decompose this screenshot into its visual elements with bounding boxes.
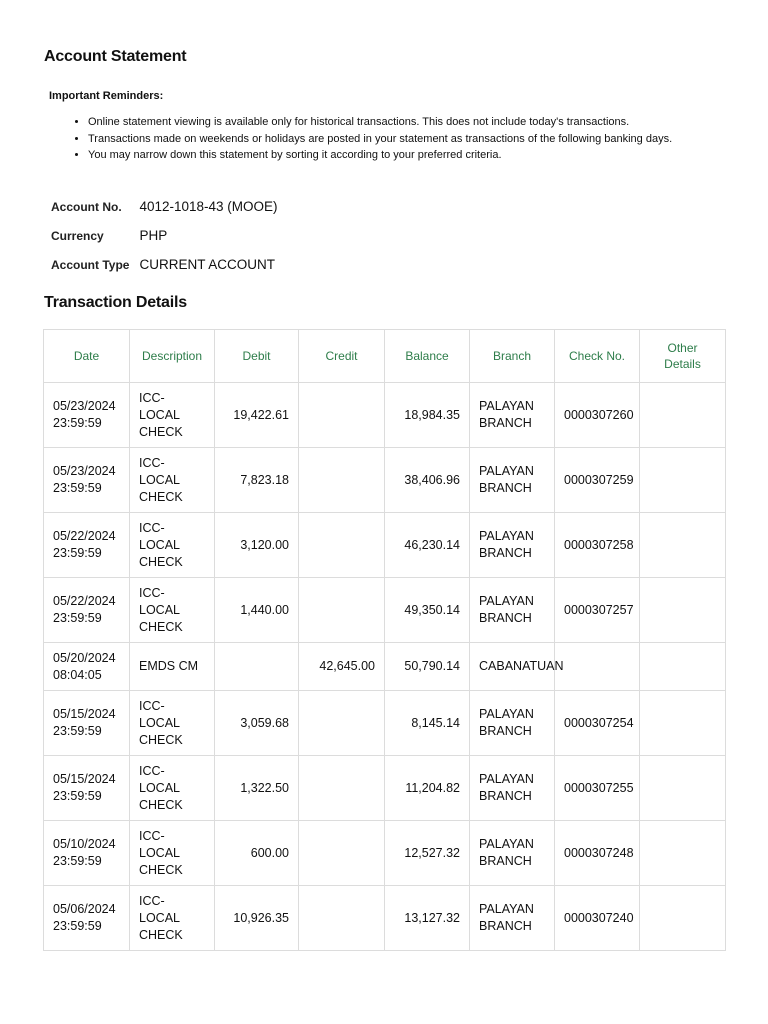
column-header-check-no[interactable]: Check No.	[555, 330, 640, 383]
cell-description-line: ICC-	[139, 828, 165, 843]
cell-debit: 600.00	[215, 821, 299, 886]
cell-branch-line: PALAYAN	[479, 772, 534, 786]
cell-credit	[299, 756, 385, 821]
cell-date-time: 23:59:59	[53, 416, 102, 430]
cell-description-line: LOCAL	[139, 845, 180, 860]
cell-branch	[470, 691, 555, 756]
table-row	[44, 821, 726, 886]
table-row	[44, 448, 726, 513]
cell-date	[44, 578, 130, 643]
cell-branch	[470, 756, 555, 821]
cell-date	[44, 691, 130, 756]
cell-date	[44, 448, 130, 513]
cell-description	[130, 383, 215, 448]
cell-date-time: 23:59:59	[53, 481, 102, 495]
cell-branch	[470, 383, 555, 448]
cell-description-line: LOCAL	[139, 537, 180, 552]
cell-check-no: 0000307254	[555, 691, 640, 756]
cell-branch-line: PALAYAN	[479, 837, 534, 851]
cell-balance: 13,127.32	[385, 886, 470, 951]
cell-check-no: 0000307255	[555, 756, 640, 821]
table-row	[44, 691, 726, 756]
cell-description-line: CHECK	[139, 797, 183, 812]
cell-balance: 38,406.96	[385, 448, 470, 513]
cell-date	[44, 756, 130, 821]
cell-description-line: LOCAL	[139, 910, 180, 925]
cell-check-no: 0000307248	[555, 821, 640, 886]
reminder-item: • You may narrow down this statement by sorting it according to your preferred criteria.	[88, 147, 672, 164]
transactions-table	[43, 329, 726, 951]
table-row	[44, 578, 726, 643]
cell-other-details	[640, 821, 726, 886]
cell-branch-line: BRANCH	[479, 416, 532, 430]
other-details-line: Details	[664, 357, 701, 371]
cell-branch-line: BRANCH	[479, 854, 532, 868]
cell-balance: 11,204.82	[385, 756, 470, 821]
cell-credit	[299, 578, 385, 643]
cell-other-details	[640, 691, 726, 756]
cell-description-line: LOCAL	[139, 472, 180, 487]
cell-description-line: CHECK	[139, 927, 183, 942]
reminder-item: • Online statement viewing is available only for historical transactions. This does not include today's transactions.	[88, 114, 672, 131]
cell-description-line: ICC-	[139, 520, 165, 535]
cell-balance: 50,790.14	[385, 643, 470, 691]
cell-other-details	[640, 756, 726, 821]
cell-debit: 3,059.68	[215, 691, 299, 756]
cell-branch-line: PALAYAN	[479, 464, 534, 478]
cell-description-line: LOCAL	[139, 407, 180, 422]
column-header-credit[interactable]: Credit	[299, 330, 385, 383]
reminders-heading: Important Reminders:	[49, 90, 164, 102]
cell-branch-line: PALAYAN	[479, 707, 534, 721]
cell-date-time: 23:59:59	[53, 854, 102, 868]
cell-other-details	[640, 383, 726, 448]
column-header-date[interactable]: Date	[44, 330, 130, 383]
cell-check-no: 0000307258	[555, 513, 640, 578]
cell-description	[130, 643, 215, 691]
cell-other-details	[640, 448, 726, 513]
account-info	[46, 192, 283, 279]
currency-label: Currency	[51, 228, 104, 243]
cell-description	[130, 578, 215, 643]
cell-branch	[470, 578, 555, 643]
cell-description-line: CHECK	[139, 732, 183, 747]
cell-date-time: 23:59:59	[53, 919, 102, 933]
cell-debit: 7,823.18	[215, 448, 299, 513]
column-header-branch[interactable]: Branch	[470, 330, 555, 383]
cell-credit: 42,645.00	[299, 643, 385, 691]
cell-date	[44, 643, 130, 691]
cell-branch	[470, 886, 555, 951]
account-number-label: Account No.	[51, 199, 122, 214]
cell-description-line: EMDS CM	[139, 659, 199, 673]
transactions-body	[44, 383, 726, 951]
other-details-line: Other	[667, 341, 698, 355]
cell-branch-line: BRANCH	[479, 789, 532, 803]
cell-balance: 46,230.14	[385, 513, 470, 578]
cell-branch-line: CABANATUAN	[479, 659, 564, 673]
cell-description	[130, 821, 215, 886]
column-header-balance[interactable]: Balance	[385, 330, 470, 383]
cell-description-line: ICC-	[139, 455, 165, 470]
cell-branch-line: BRANCH	[479, 919, 532, 933]
cell-date-day: 05/23/2024	[53, 464, 116, 478]
cell-date-day: 05/10/2024	[53, 837, 116, 851]
cell-debit: 3,120.00	[215, 513, 299, 578]
account-type-label: Account Type	[51, 257, 130, 272]
cell-branch	[470, 821, 555, 886]
reminder-item: • Transactions made on weekends or holidays are posted in your statement as transactions of the following banking days.	[88, 131, 672, 148]
cell-date-time: 23:59:59	[53, 724, 102, 738]
cell-description	[130, 691, 215, 756]
cell-date-day: 05/22/2024	[53, 529, 116, 543]
cell-description-line: ICC-	[139, 585, 165, 600]
cell-other-details	[640, 886, 726, 951]
cell-date-day: 05/15/2024	[53, 707, 116, 721]
cell-description-line: LOCAL	[139, 602, 180, 617]
cell-branch-line: BRANCH	[479, 481, 532, 495]
cell-branch-line: BRANCH	[479, 611, 532, 625]
cell-check-no: 0000307240	[555, 886, 640, 951]
cell-description-line: CHECK	[139, 619, 183, 634]
cell-debit: 10,926.35	[215, 886, 299, 951]
cell-date-time: 23:59:59	[53, 611, 102, 625]
cell-branch-line: PALAYAN	[479, 529, 534, 543]
cell-description	[130, 886, 215, 951]
cell-description	[130, 756, 215, 821]
cell-credit	[299, 513, 385, 578]
cell-balance: 18,984.35	[385, 383, 470, 448]
cell-description-line: ICC-	[139, 390, 165, 405]
cell-balance: 49,350.14	[385, 578, 470, 643]
cell-credit	[299, 383, 385, 448]
table-row	[44, 886, 726, 951]
cell-balance: 8,145.14	[385, 691, 470, 756]
column-header-other-details[interactable]	[640, 330, 726, 383]
cell-check-no: 0000307260	[555, 383, 640, 448]
column-header-description[interactable]: Description	[130, 330, 215, 383]
table-row	[44, 756, 726, 821]
cell-description	[130, 448, 215, 513]
cell-branch-line: PALAYAN	[479, 902, 534, 916]
cell-description-line: ICC-	[139, 893, 165, 908]
table-row	[44, 513, 726, 578]
cell-description-line: LOCAL	[139, 780, 180, 795]
account-type-value: CURRENT ACCOUNT	[139, 257, 275, 272]
cell-date-day: 05/23/2024	[53, 399, 116, 413]
cell-date-time: 23:59:59	[53, 789, 102, 803]
cell-branch	[470, 513, 555, 578]
cell-description-line: ICC-	[139, 698, 165, 713]
cell-branch-line: BRANCH	[479, 546, 532, 560]
cell-description-line: ICC-	[139, 763, 165, 778]
cell-date-day: 05/20/2024	[53, 650, 116, 665]
cell-date-time: 23:59:59	[53, 546, 102, 560]
cell-check-no: 0000307259	[555, 448, 640, 513]
cell-branch	[470, 643, 564, 691]
cell-debit	[215, 643, 299, 691]
cell-check-no	[555, 643, 640, 691]
page-title: Account Statement	[44, 48, 187, 65]
table-row	[44, 643, 726, 691]
cell-credit	[299, 448, 385, 513]
cell-branch-line: PALAYAN	[479, 594, 534, 608]
cell-other-details	[640, 643, 726, 691]
cell-credit	[299, 886, 385, 951]
cell-date	[44, 383, 130, 448]
cell-debit: 19,422.61	[215, 383, 299, 448]
cell-branch-line: BRANCH	[479, 724, 532, 738]
cell-credit	[299, 691, 385, 756]
cell-description-line: CHECK	[139, 489, 183, 504]
cell-date-day: 05/15/2024	[53, 772, 116, 786]
table-row	[44, 383, 726, 448]
cell-description-line: CHECK	[139, 554, 183, 569]
cell-branch	[470, 448, 555, 513]
cell-debit: 1,322.50	[215, 756, 299, 821]
cell-date-day: 05/22/2024	[53, 594, 116, 608]
cell-credit	[299, 821, 385, 886]
cell-check-no: 0000307257	[555, 578, 640, 643]
column-header-debit[interactable]: Debit	[215, 330, 299, 383]
cell-description-line: LOCAL	[139, 715, 180, 730]
cell-date-day: 05/06/2024	[53, 902, 116, 916]
currency-value: PHP	[139, 228, 168, 243]
cell-branch-line: PALAYAN	[479, 399, 534, 413]
cell-balance: 12,527.32	[385, 821, 470, 886]
cell-description-line: CHECK	[139, 424, 183, 439]
cell-debit: 1,440.00	[215, 578, 299, 643]
reminders-list	[48, 114, 672, 164]
cell-date	[44, 821, 130, 886]
cell-description-line: CHECK	[139, 862, 183, 877]
cell-description	[130, 513, 215, 578]
cell-other-details	[640, 578, 726, 643]
cell-date	[44, 513, 130, 578]
cell-date-time: 08:04:05	[53, 667, 102, 682]
table-header-row	[44, 330, 726, 383]
cell-other-details	[640, 513, 726, 578]
transaction-details-title: Transaction Details	[44, 294, 187, 311]
account-number-value: 4012-1018-43 (MOOE)	[139, 199, 278, 214]
cell-date	[44, 886, 130, 951]
